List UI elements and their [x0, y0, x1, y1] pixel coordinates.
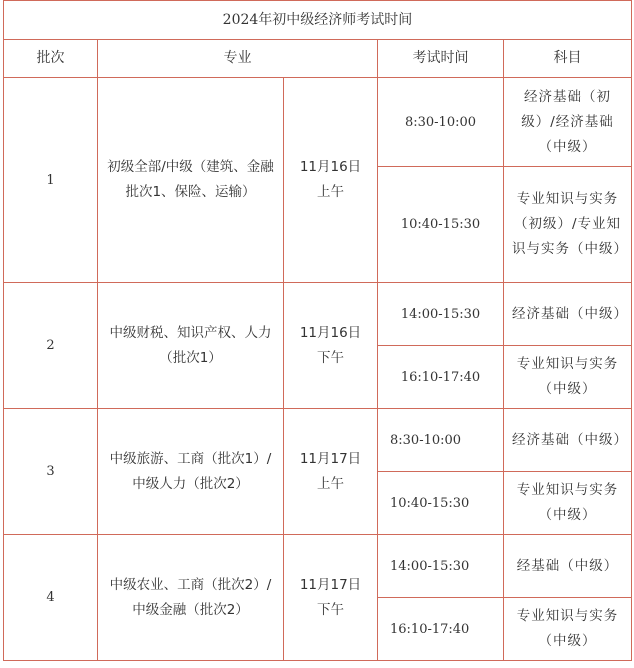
batch-cell: 1 [4, 78, 98, 283]
major-cell: 初级全部/中级（建筑、金融批次1、保险、运输） [98, 78, 284, 283]
table-row [4, 283, 632, 346]
subject-cell: 经基础（中级） [504, 535, 632, 598]
time-cell: 10:40-15:30 [378, 472, 504, 535]
subject-cell: 专业知识与实务（中级） [504, 346, 632, 409]
time-cell: 14:00-15:30 [378, 283, 504, 346]
subject-cell: 经济基础（初级）/经济基础（中级） [504, 78, 632, 167]
header-major: 专业 [98, 40, 378, 78]
batch-cell: 2 [4, 283, 98, 409]
subject-cell: 专业知识与实务（中级） [504, 598, 632, 661]
date-day: 11月16日 [299, 324, 362, 341]
date-period: 下午 [317, 601, 344, 618]
date-period: 下午 [317, 349, 344, 366]
date-cell [284, 535, 378, 661]
subject-cell: 专业知识与实务（初级）/专业知识与实务（中级） [504, 167, 632, 283]
subject-cell: 专业知识与实务（中级） [504, 472, 632, 535]
time-cell: 8:30-10:00 [378, 78, 504, 167]
header-subject: 科目 [504, 40, 632, 78]
major-cell: 中级财税、知识产权、人力（批次1） [98, 283, 284, 409]
batch-cell: 4 [4, 535, 98, 661]
date-cell [284, 78, 378, 283]
date-period: 上午 [317, 475, 344, 492]
time-cell: 10:40-15:30 [378, 167, 504, 283]
time-cell: 16:10-17:40 [378, 346, 504, 409]
date-day: 11月17日 [299, 576, 362, 593]
time-cell: 16:10-17:40 [378, 598, 504, 661]
date-period: 上午 [317, 184, 344, 200]
table-row [4, 409, 632, 472]
major-cell: 中级农业、工商（批次2）/中级金融（批次2） [98, 535, 284, 661]
batch-cell: 3 [4, 409, 98, 535]
table-title: 2024年初中级经济师考试时间 [4, 1, 632, 40]
time-cell: 14:00-15:30 [378, 535, 504, 598]
date-day: 11月17日 [299, 450, 362, 467]
subject-cell: 经济基础（中级） [504, 409, 632, 472]
header-batch: 批次 [4, 40, 98, 78]
major-cell: 中级旅游、工商（批次1）/中级人力（批次2） [98, 409, 284, 535]
date-day: 11月16日 [299, 159, 362, 175]
subject-cell: 经济基础（中级） [504, 283, 632, 346]
header-time: 考试时间 [378, 40, 504, 78]
title-row [4, 1, 632, 40]
date-cell [284, 409, 378, 535]
table-row [4, 78, 632, 167]
date-cell [284, 283, 378, 409]
header-row [4, 40, 632, 78]
table-row [4, 535, 632, 598]
exam-schedule-table [3, 0, 632, 661]
time-cell: 8:30-10:00 [378, 409, 504, 472]
